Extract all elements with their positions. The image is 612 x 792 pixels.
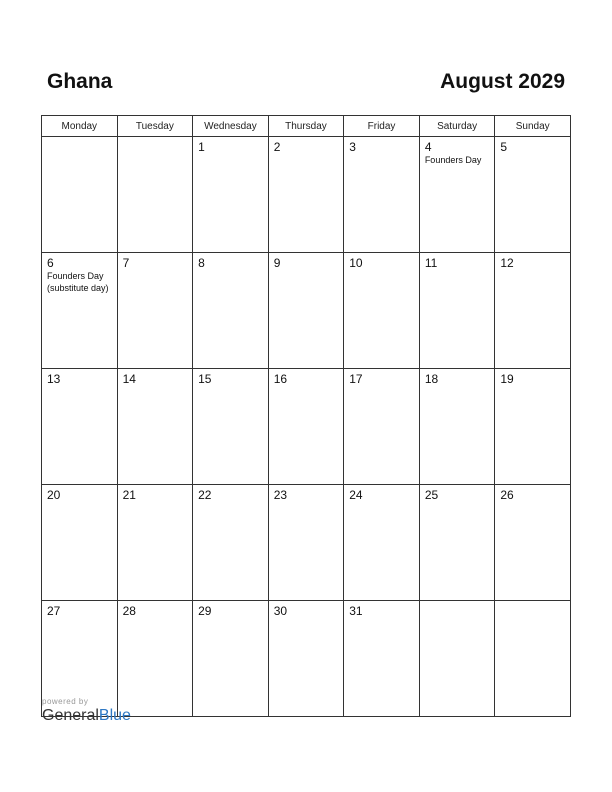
brand-blue-text: Blue [98,707,131,724]
day-number: 8 [198,256,205,270]
day-number: 5 [500,140,508,154]
day-cell [419,253,495,369]
weekday-monday: Monday [42,116,118,137]
empty-day-cell [42,137,118,253]
day-cell [42,369,118,485]
day-cell [344,253,420,369]
weekday-header-row [42,116,571,137]
day-number: 19 [500,372,514,386]
month-year-title: August 2029 [440,70,565,93]
day-cell [268,137,344,253]
day-number: 30 [273,604,288,618]
day-cell [419,485,495,601]
day-number: 7 [122,256,130,270]
day-number: 2 [273,140,281,154]
day-cell [193,485,269,601]
day-number: 31 [349,604,363,618]
day-cell [117,485,193,601]
calendar-header [41,70,571,100]
brand-logo [42,707,131,725]
week-row [42,253,571,369]
day-number: 17 [349,372,363,386]
day-cell [344,369,420,485]
day-cell [193,601,269,717]
day-cell [193,369,269,485]
day-number: 21 [122,488,136,502]
day-number: 3 [349,140,356,154]
day-number: 11 [424,256,438,270]
day-cell [193,253,269,369]
empty-day-cell [495,601,571,717]
day-number: 1 [198,140,205,154]
day-number: 15 [198,372,212,386]
empty-day-cell [117,137,193,253]
day-cell [419,369,495,485]
weekday-tuesday: Tuesday [117,116,193,137]
day-number: 16 [273,372,288,386]
powered-by-text: powered by [42,697,89,706]
day-number: 23 [273,488,288,502]
day-number: 26 [500,488,514,502]
weekday-friday: Friday [344,116,420,137]
empty-day-cell [419,601,495,717]
day-number: 9 [273,256,281,270]
day-number: 13 [47,372,61,386]
day-number: 12 [500,256,514,270]
day-cell [268,601,344,717]
day-cell [344,601,420,717]
holiday-label: Founders Day [424,155,482,165]
day-number: 4 [424,140,432,154]
weekday-thursday: Thursday [268,116,344,137]
day-cell [419,137,495,253]
brand-footer [42,697,131,725]
holiday-label: Founders Day (substitute day) [47,271,109,293]
day-cell [42,253,118,369]
day-cell [42,485,118,601]
brand-general-text: General [42,707,99,724]
week-row [42,369,571,485]
day-cell [495,137,571,253]
day-cell [117,369,193,485]
day-number: 29 [198,604,212,618]
day-number: 14 [122,372,136,386]
country-title: Ghana [47,70,113,93]
day-number: 25 [424,488,439,502]
day-cell [495,485,571,601]
day-cell [344,137,420,253]
day-cell [495,253,571,369]
day-number: 27 [47,604,61,618]
day-number: 28 [122,604,136,618]
week-row [42,485,571,601]
day-cell [268,253,344,369]
day-cell [268,369,344,485]
day-number: 6 [47,256,54,270]
day-cell [268,485,344,601]
day-number: 18 [424,372,439,386]
day-cell [117,253,193,369]
day-number: 22 [198,488,212,502]
weekday-sunday: Sunday [495,116,571,137]
weekday-saturday: Saturday [419,116,495,137]
day-number: 20 [47,488,61,502]
day-cell [495,369,571,485]
week-row [42,137,571,253]
day-number: 24 [349,488,363,502]
day-cell [193,137,269,253]
day-cell [344,485,420,601]
calendar-grid [41,115,571,717]
weekday-wednesday: Wednesday [193,116,269,137]
day-number: 10 [349,256,363,270]
